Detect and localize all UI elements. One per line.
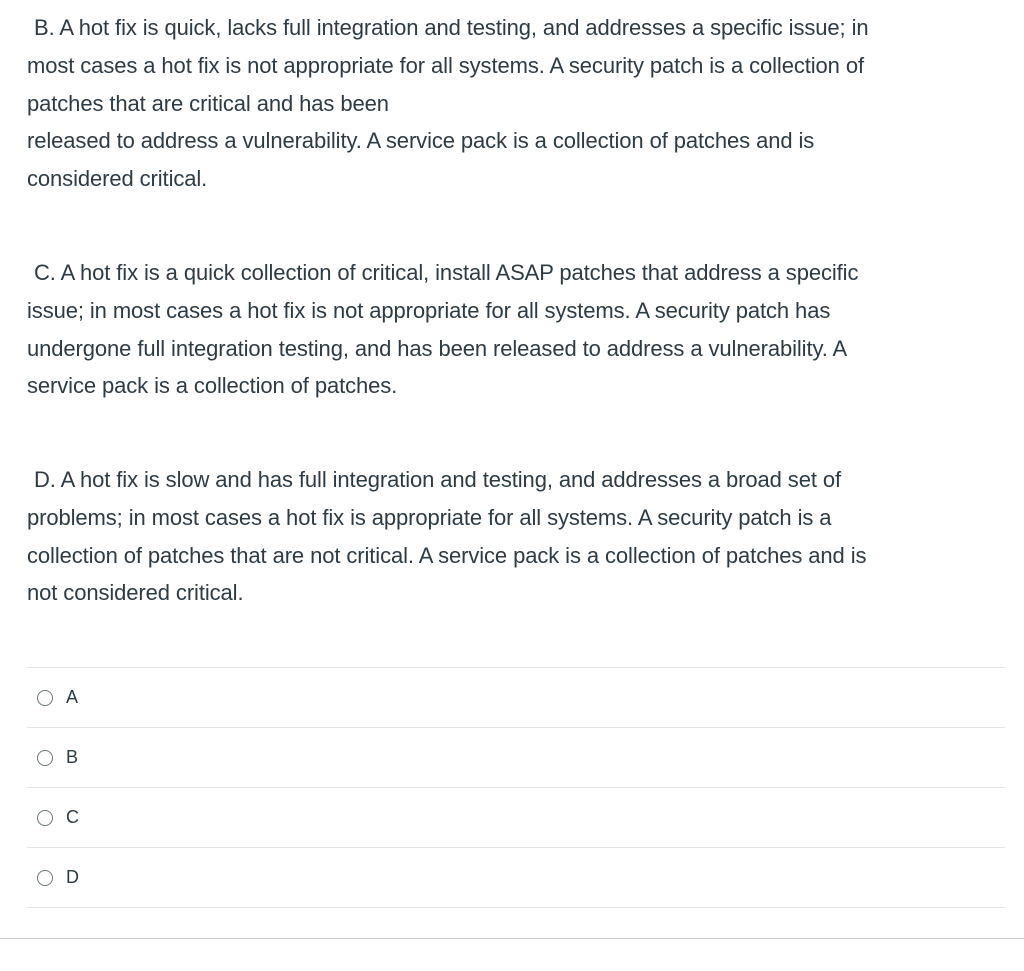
answer-option-c[interactable] bbox=[27, 788, 1005, 848]
option-c-line: undergone full integration testing, and has been released to address a vulnerability. A bbox=[27, 335, 848, 361]
radio-button[interactable] bbox=[37, 810, 53, 826]
option-b-line: B. A hot fix is quick, lacks full integration and testing, and addresses a specific issue; in bbox=[34, 15, 869, 40]
answer-option-a[interactable] bbox=[27, 668, 1005, 728]
answer-label[interactable]: C bbox=[66, 807, 79, 827]
option-c-line: C. A hot fix is a quick collection of critical, install ASAP patches that address a specific bbox=[34, 260, 859, 285]
answer-label[interactable]: B bbox=[66, 747, 79, 767]
option-b-description bbox=[27, 9, 1002, 198]
option-d-line: not considered critical. bbox=[27, 580, 244, 606]
question-bottom-divider bbox=[0, 938, 1024, 939]
option-b-line: most cases a hot fix is not appropriate for all systems. A security patch is a collection of bbox=[27, 52, 864, 78]
option-c-description bbox=[27, 254, 1002, 405]
option-d-line: problems; in most cases a hot fix is appropriate for all systems. A security patch is a bbox=[27, 504, 832, 530]
answer-option-d[interactable] bbox=[27, 848, 1005, 908]
option-b-line: considered critical. bbox=[27, 166, 208, 192]
option-c-line: issue; in most cases a hot fix is not appropriate for all systems. A security patch has bbox=[27, 297, 831, 323]
answer-label[interactable]: A bbox=[66, 687, 79, 707]
radio-button[interactable] bbox=[37, 870, 53, 886]
option-b-line: released to address a vulnerability. A service pack is a collection of patches and is bbox=[27, 128, 815, 154]
radio-button[interactable] bbox=[37, 750, 53, 766]
option-d-description bbox=[27, 461, 1002, 612]
option-d-line: D. A hot fix is slow and has full integration and testing, and addresses a broad set of bbox=[34, 467, 842, 492]
answer-choices bbox=[27, 667, 1005, 908]
option-b-line: patches that are critical and has been bbox=[27, 90, 389, 116]
option-d-line: collection of patches that are not critical. A service pack is a collection of patches and is bbox=[27, 542, 867, 568]
answer-option-b[interactable] bbox=[27, 728, 1005, 788]
answer-label[interactable]: D bbox=[66, 867, 79, 887]
option-c-line: service pack is a collection of patches. bbox=[27, 373, 398, 399]
radio-button[interactable] bbox=[37, 690, 53, 706]
